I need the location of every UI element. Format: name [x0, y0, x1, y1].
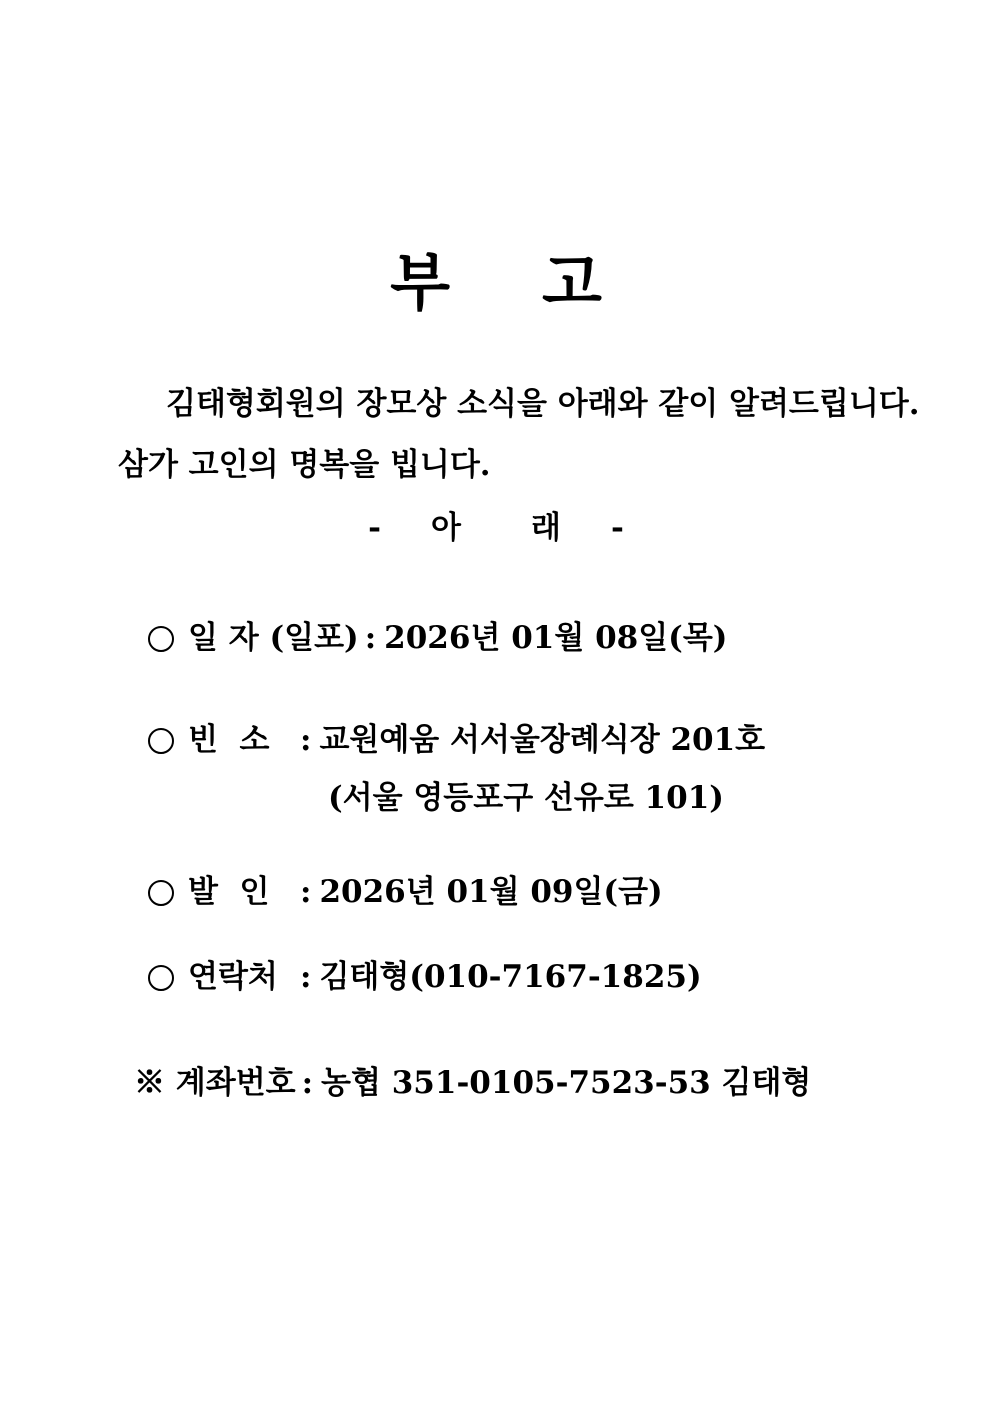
section-char-2: 래 — [531, 510, 561, 546]
reference-mark-icon: ※ — [134, 1065, 165, 1101]
venue-label: 빈 소 — [188, 722, 270, 758]
title-char-1: 부 — [390, 246, 450, 319]
departure-label: 발 인 — [188, 874, 270, 910]
detail-row-departure — [148, 872, 663, 912]
contact-colon: : — [300, 959, 312, 995]
detail-row-venue — [148, 720, 765, 760]
circle-bullet-icon — [148, 880, 174, 906]
detail-row-contact — [148, 957, 702, 997]
account-label: 계좌번호 — [175, 1065, 296, 1101]
departure-colon: : — [300, 874, 312, 910]
venue-value: 교원예움 서서울장례식장 201호 — [319, 722, 766, 758]
intro-line-2: 삼가 고인의 명복을 빕니다. — [118, 447, 491, 483]
account-line — [134, 1063, 811, 1103]
contact-label: 연락처 — [188, 959, 278, 995]
section-dash-right: - — [610, 510, 624, 546]
date-sub-label: (일포) — [269, 620, 359, 656]
date-colon: : — [364, 620, 377, 656]
venue-colon: : — [300, 722, 312, 758]
contact-value: 김태형(010-7167-1825) — [319, 959, 702, 995]
section-dash-left: - — [368, 510, 382, 546]
date-value: 2026년 01월 08일(목) — [384, 620, 728, 656]
section-char-1: 아 — [431, 510, 461, 546]
intro-line-1: 김태형회원의 장모상 소식을 아래와 같이 알려드립니다. — [166, 386, 920, 422]
venue-address: (서울 영등포구 선유로 101) — [328, 780, 724, 816]
circle-bullet-icon — [148, 728, 174, 754]
section-heading — [0, 508, 992, 548]
page-title — [0, 248, 992, 318]
circle-bullet-icon — [148, 626, 174, 652]
account-colon: : — [301, 1065, 314, 1101]
circle-bullet-icon — [148, 965, 174, 991]
date-label: 일 자 — [188, 620, 259, 656]
account-value: 농협 351-0105-7523-53 김태형 — [321, 1065, 812, 1101]
title-char-2: 고 — [542, 246, 602, 319]
departure-value: 2026년 01월 09일(금) — [319, 874, 663, 910]
detail-row-date — [148, 618, 727, 658]
